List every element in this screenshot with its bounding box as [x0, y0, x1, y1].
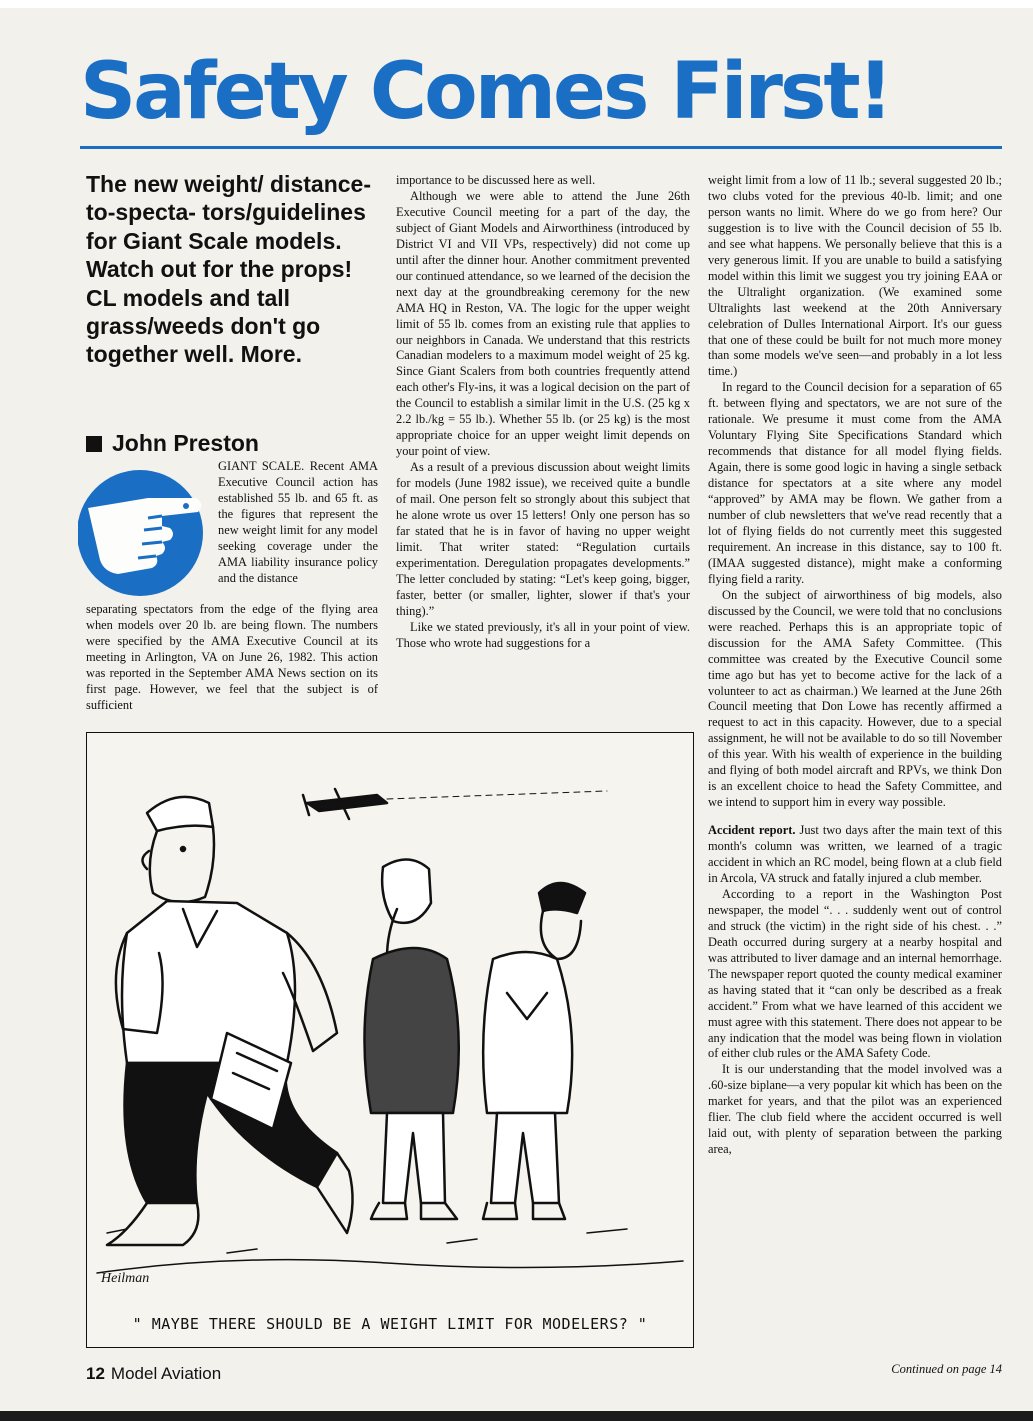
magazine-name: Model Aviation — [110, 1364, 222, 1383]
byline-square-icon — [86, 436, 102, 452]
bearded-modeler-figure — [364, 859, 458, 1219]
page-number: 12 — [86, 1364, 105, 1383]
cartoon — [86, 732, 694, 1348]
article-title: Safety Comes First! — [80, 47, 891, 137]
byline — [86, 428, 386, 458]
column-3 — [708, 173, 1002, 1158]
pointing-hand-icon — [78, 468, 212, 598]
paragraph: It is our understanding that the model involved was a .60-size biplane—a very popular kit which has been on the market for years, and that the pilot was an experienced flier. The club field where the accident occurred is well laid out, with plenty of separation between the parking area, — [708, 1062, 1002, 1157]
paragraph: Like we stated previously, it's all in your point of view. Those who wrote had suggestions for a — [396, 619, 690, 650]
paragraph: As a result of a previous discussion about weight limits for models (June 1982 issue), we received quite a bundle of mail. One person felt so strongly about this subject that he alone wrote us over 15 letters! Only one person has so far stated that he is in favor of having no upper weight limit. That writer stated: “Regulation curtails experimentation. Deregulation propagates developments.” The letter concluded by stating: “Let's keep going, bigger, faster, better (or smaller, lighter, slower if that's your thing).” — [396, 460, 690, 618]
cartoon-caption: " MAYBE THERE SHOULD BE A WEIGHT LIMIT FOR MODELERS? " — [132, 1315, 648, 1333]
paragraph: weight limit from a low of 11 lb.; several suggested 20 lb.; two clubs voted for the previous 40-lb. limit; and one person wants no limit. Where do we go from here? Our suggestion is to live with the Council decision of 55 lb. and see what happens. We personally believe that this is a very generous limit. If you are unable to build a satisfying model within this limit we suggest you try joining EAA or the Ultralight organization. (We examined some Ultralights last weekend at the 20th Anniversary celebration of Dulles International Airport. It's our guess that one of these could be built for not much more money than some models we've seen—and probably in a lot less time.) — [708, 173, 1002, 379]
page-top-edge — [0, 0, 1033, 8]
accident-lead: Just two days after the main text of this month's column was written, we learned of a tragic accident in which an RC model, being flown at a club field in Arcola, VA struck and fatally injured a club member. — [708, 823, 1002, 885]
paragraph: On the subject of airworthiness of big models, also discussed by the Council, we were told that no conclusions were reached. Perhaps this is an appropriate topic of discussion for the AMA Safety Committee. (This committee was created by the Executive Council some time ago but has yet to become active for the lack of a volunteer to act as chairman.) We learned at the June 26th Council meeting that Don Lowe has recently affirmed a request to act in this capacity. However, due to a special assignment, he will not be available to do so till November of this year. With his wealth of experience in the building and flying of both model aircraft and RPVs, we think Don is an excellent choice to head the Safety Committee, and we intend to support him in every way possible. — [708, 587, 1002, 810]
continued-note: Continued on page 14 — [891, 1362, 1002, 1376]
accident-heading: Accident report. — [708, 823, 796, 838]
column-2 — [396, 173, 690, 652]
model-airplane-icon — [303, 789, 607, 819]
accident-paragraph — [708, 823, 1002, 887]
intro-paragraph-continued: separating spectators from the edge of the flying area when models over 20 lb. are being flown. The numbers were specified by the AMA Executive Council at its meeting in Arlington, VA on June 26, 1982. This action was reported in the September AMA News section on its first page. However, we feel that the subject is of sufficient — [86, 602, 378, 712]
article-deck: The new weight/ distance-to-specta- tors/guidelines for Giant Scale models. Watch out for the props! CL models and tall grass/weeds don't go together well. More. — [86, 171, 371, 368]
page-bottom-edge — [0, 1411, 1033, 1421]
paragraph: Although we were able to attend the June 26th Executive Council meeting for a part of the day, the subject of Giant Models and Airworthiness (introduced by District VI and VII VPs, respectively) did not come up until after the dinner hour. Another commitment prevented our continued attendance, so we learned of the decision the next day at the groundbreaking ceremony for the new AMA HQ in Reston, VA. The logic for the upper weight limit of 55 lb. comes from an existing rule that applies to our neighbors in Canada. We understand that this restricts Canadian modelers to a maximum model weight of 25 kg. Since Giant Scalers from both countries frequently attend each other's Fly-ins, it was a logical decision on the part of the Council to establish a similar limit in the U.S. (25 kg x 2.2 lb./kg = 55 lb.). Whether 55 lb. (or 25 kg) is the most appropriate choice for an upper weight limit depends on your point of view. — [396, 188, 690, 459]
heavy-modeler-figure — [107, 797, 353, 1245]
title-rule — [80, 146, 1002, 149]
page-footer — [86, 1364, 346, 1384]
paragraph: According to a report in the Washington Post newspaper, the model “. . . suddenly went out of control and struck (the victim) in the right side of his chest. . .” Death occurred during surgery at a nearby hospital and was attributed to liver damage and an internal hemorrhage. The newspaper report quoted the county medical examiner as having stated that it “can only be described as a freak accident.” From what we have learned of this accident we must agree with this statement. There does not appear to be any indication that the model was being flown in violation of either club rules or the AMA Safety Code. — [708, 886, 1002, 1061]
capped-modeler-figure — [483, 883, 585, 1219]
column-1 — [86, 602, 378, 714]
author-name: John Preston — [112, 430, 259, 456]
column-1-wrap — [218, 459, 378, 587]
paragraph: In regard to the Council decision for a separation of 65 ft. between flying and spectators, we are not sure of the rationale. We presume it must come from the AMA Voluntary Flying Site Specifications Standard which recommends that distance for all model flying fields. Again, there is some good logic in having a single setback distance for spectators at a site where any model “approved” by AMA may be flown. We gather from a number of club newsletters that we've read recently that a lot of flying fields do not currently meet this suggested requirement. An increase in this distance, say to 100 ft. (IMAA suggested distance), might make a conforming flying field a rarity. — [708, 380, 1002, 586]
cartoon-illustration — [87, 733, 693, 1307]
paragraph: importance to be discussed here as well. — [396, 173, 596, 187]
cartoon-signature: Heilman — [101, 1271, 150, 1286]
intro-paragraph: GIANT SCALE. Recent AMA Executive Council action has established 55 lb. and 65 ft. as the figures that represent the new weight limit for any model seeking coverage under the AMA liability insurance policy and the distance — [218, 459, 378, 585]
